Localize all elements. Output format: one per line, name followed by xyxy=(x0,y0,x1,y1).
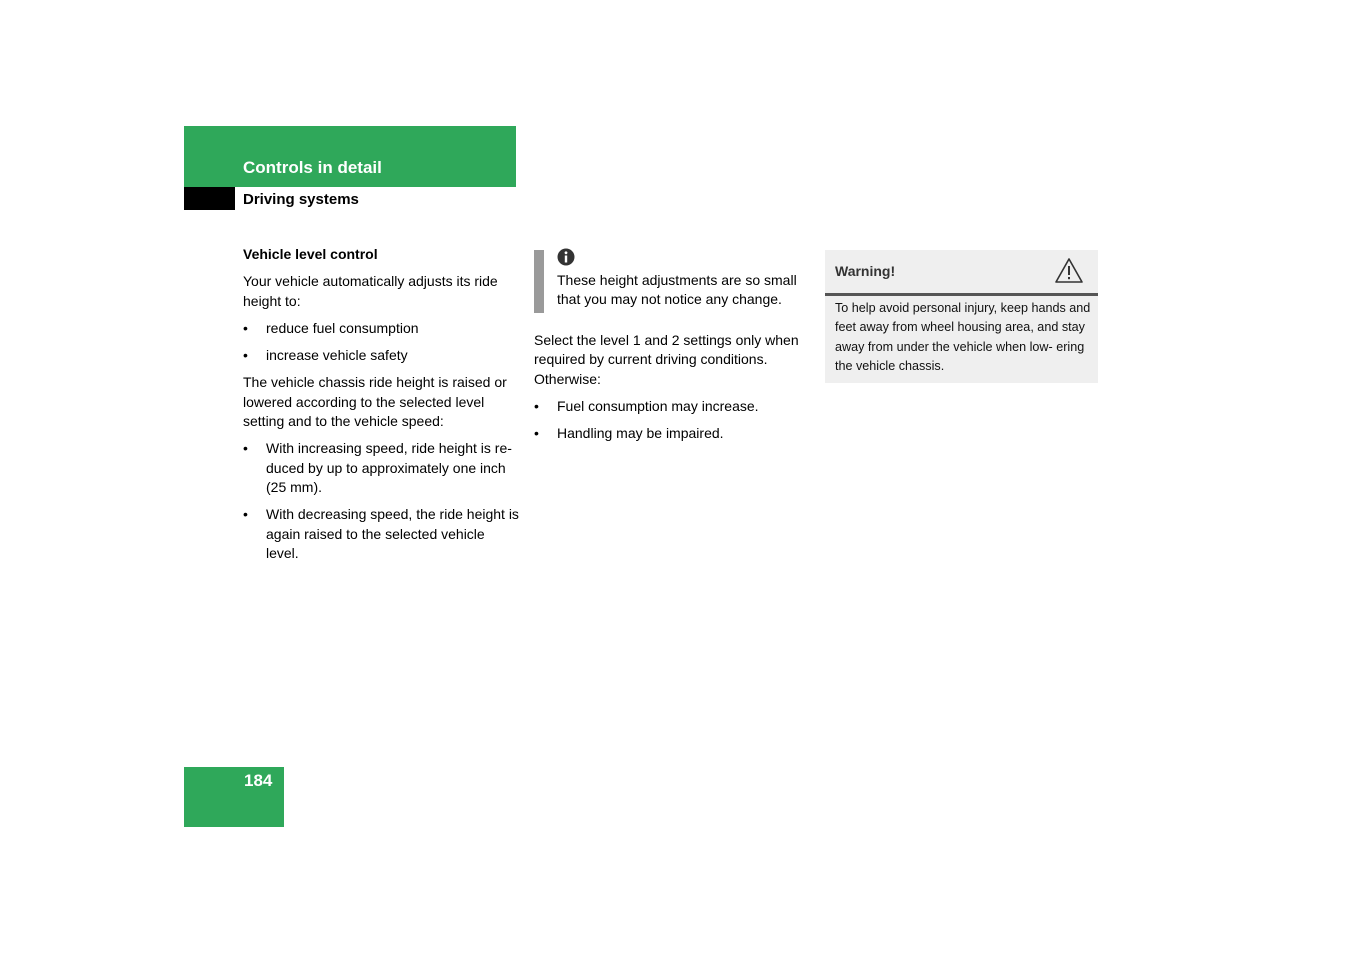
bullet-icon: • xyxy=(243,440,248,457)
column-level-settings xyxy=(534,331,814,451)
purpose-list xyxy=(243,319,519,366)
info-icon xyxy=(557,248,575,266)
level-settings-text: Select the level 1 and 2 settings only when required by current driving conditions. Otherwise: xyxy=(534,332,799,387)
bullet-icon: • xyxy=(243,319,248,336)
speed-effects-list xyxy=(243,439,519,563)
list-item: • With decreasing speed, the ride height is again raised to the selected vehicle level. xyxy=(243,506,519,561)
consequences-list xyxy=(534,397,814,444)
bullet-icon: • xyxy=(534,425,539,442)
bullet-icon: • xyxy=(534,397,539,414)
section-title: Controls in detail xyxy=(243,158,382,177)
note-bar xyxy=(534,250,544,313)
warning-triangle-icon xyxy=(1054,257,1084,284)
subsection-title: Driving systems xyxy=(243,191,359,208)
list-item: • reduce fuel consumption xyxy=(243,319,519,338)
page-number: 184 xyxy=(244,771,273,790)
list-item: • Fuel consumption may increase. xyxy=(534,397,814,416)
section-marker-tab xyxy=(184,187,235,210)
list-item: • With increasing speed, ride height is re- duced by up to approximately one inch (25 mm). xyxy=(243,440,512,495)
warning-title: Warning! xyxy=(835,263,896,279)
list-item: • increase vehicle safety xyxy=(243,346,519,365)
note-text: These height adjustments are so small that you may not notice any change. xyxy=(557,272,797,308)
bullet-icon: • xyxy=(243,506,248,523)
vehicle-level-heading: Vehicle level control xyxy=(243,246,378,262)
warning-text: To help avoid personal injury, keep hands and feet away from wheel housing area, and stay away from under the vehicle when low- ering the vehicle chassis. xyxy=(835,301,1091,373)
chassis-height-text: The vehicle chassis ride height is raised or lowered according to the selected level setting and to the vehicle speed: xyxy=(243,374,507,430)
vehicle-level-intro: Your vehicle automatically adjusts its ride height to: xyxy=(243,273,498,309)
warning-divider xyxy=(825,293,1098,296)
bullet-icon: • xyxy=(243,347,248,364)
column-vehicle-level xyxy=(243,245,519,571)
list-item: • Handling may be impaired. xyxy=(534,424,814,443)
